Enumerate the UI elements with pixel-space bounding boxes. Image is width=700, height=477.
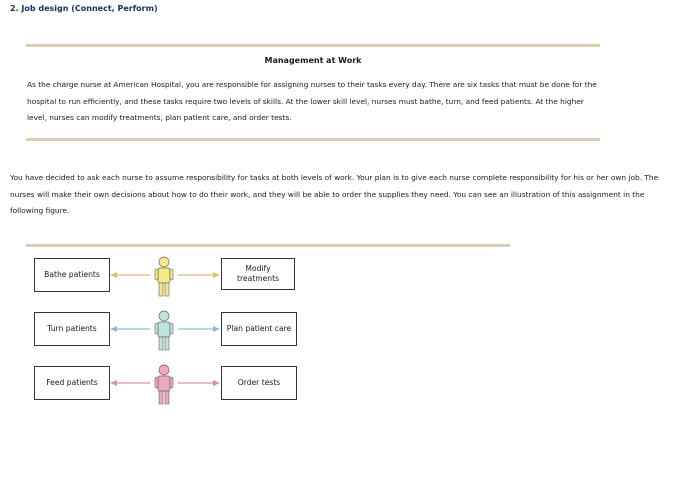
arrow-left-row-3 [110,378,150,388]
body-paragraph: You have decided to ask each nurse to assume responsibility for tasks at both levels of work. Your plan is to give each nurse complete responsibility for his or her own job. The nurses will make their own decisions about how to do their work, and they will be able to order the supplies they need. You can see an illustration of this assignment in the following figure. [10,173,659,215]
task-box-turn-patients: Turn patients [34,312,110,346]
box-top-rule [26,44,600,47]
arrow-right-row-3 [178,378,220,388]
task-box-plan-patient-care: Plan patient care [221,312,297,346]
arrow-left-row-2 [110,324,150,334]
arrow-right-row-1 [178,270,220,280]
task-box-modify-treatments: Modify treatments [221,258,295,290]
arrow-left-row-1 [110,270,150,280]
arrow-right-row-2 [178,324,220,334]
task-box-feed-patients: Feed patients [34,366,110,400]
task-box-order-tests: Order tests [221,366,297,400]
nurse-icon [154,256,174,298]
management-box-title: Management at Work [264,56,362,65]
management-box-text: As the charge nurse at American Hospital, you are responsible for assigning nurses to their tasks every day. There are six tasks that must be done for the hospital to run efficiently, and these tasks require two levels of skills. At the lower skill level, nurses must bathe, turn, and feed patients. At the higher level, nurses can modify treatments, plan patient care, and order tests. [27,80,597,122]
box-bottom-rule [26,138,600,141]
nurse-icon [154,364,174,406]
question-title: 2. Job design (Connect, Perform) [10,4,158,13]
nurse-icon [154,310,174,352]
task-box-bathe-patients: Bathe patients [34,258,110,292]
figure-top-rule [26,244,510,247]
